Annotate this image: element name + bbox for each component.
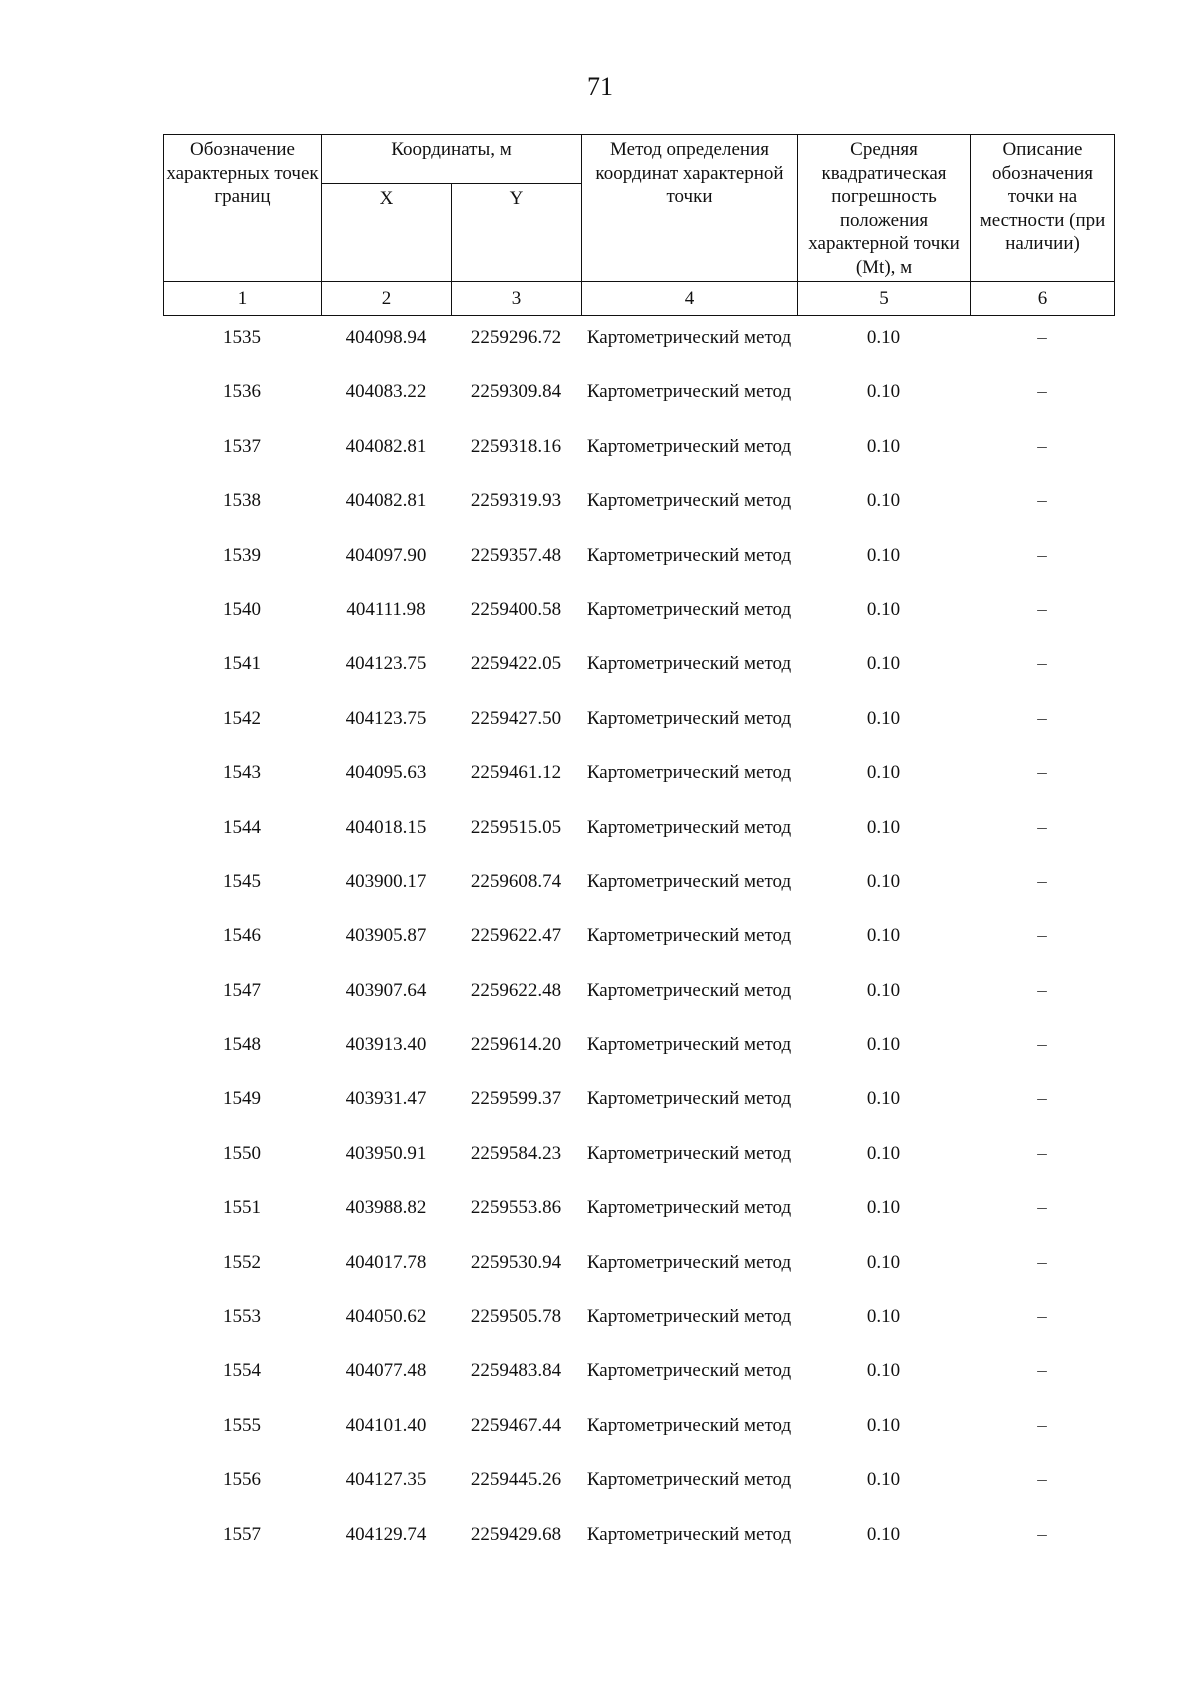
- cell-description: –: [1037, 1414, 1047, 1436]
- header-x: X: [322, 184, 452, 282]
- cell-point: 1556: [223, 1469, 261, 1491]
- cell-y: 2259622.48: [470, 979, 562, 1001]
- cell-x: 404077.48: [345, 1360, 427, 1382]
- cell-x: 404082.81: [345, 435, 427, 457]
- cell-method: Картометрический метод: [586, 707, 792, 729]
- cell-x: 404082.81: [345, 490, 427, 512]
- cell-x: 404101.40: [345, 1414, 427, 1436]
- cell-y: 2259319.93: [470, 490, 562, 512]
- cell-error: 0.10: [866, 1523, 901, 1545]
- table-body: [163, 326, 1114, 1577]
- cell-description: –: [1037, 1197, 1047, 1219]
- table-row: [163, 544, 1114, 598]
- cell-y: 2259622.47: [470, 925, 562, 947]
- cell-error: 0.10: [866, 870, 901, 892]
- cell-x: 404018.15: [345, 816, 427, 838]
- table-row: [163, 1359, 1114, 1413]
- cell-description: –: [1037, 381, 1047, 403]
- cell-method: Картометрический метод: [586, 925, 792, 947]
- table-row: [163, 489, 1114, 543]
- cell-x: 404050.62: [345, 1306, 427, 1328]
- cell-method: Картометрический метод: [586, 1251, 792, 1273]
- cell-error: 0.10: [866, 979, 901, 1001]
- cell-description: –: [1037, 1523, 1047, 1545]
- cell-error: 0.10: [866, 1034, 901, 1056]
- cell-method: Картометрический метод: [586, 1088, 792, 1110]
- cell-error: 0.10: [866, 1414, 901, 1436]
- cell-error: 0.10: [866, 816, 901, 838]
- cell-point: 1541: [223, 653, 261, 675]
- cell-error: 0.10: [866, 1251, 901, 1273]
- cell-method: Картометрический метод: [586, 762, 792, 784]
- cell-y: 2259400.58: [470, 598, 562, 620]
- column-number: 3: [452, 282, 582, 316]
- cell-x: 404098.94: [345, 327, 427, 348]
- cell-point: 1540: [223, 598, 261, 620]
- table-row: [163, 1033, 1114, 1087]
- cell-x: 404123.75: [345, 707, 427, 729]
- cell-description: –: [1037, 816, 1047, 838]
- cell-error: 0.10: [866, 1142, 901, 1164]
- cell-method: Картометрический метод: [586, 490, 792, 512]
- cell-method: Картометрический метод: [586, 1306, 792, 1328]
- cell-x: 404129.74: [345, 1523, 427, 1545]
- cell-error: 0.10: [866, 653, 901, 675]
- cell-point: 1548: [223, 1034, 261, 1056]
- cell-method: Картометрический метод: [586, 1414, 792, 1436]
- cell-point: 1542: [223, 707, 261, 729]
- cell-error: 0.10: [866, 1197, 901, 1219]
- cell-x: 403913.40: [345, 1034, 427, 1056]
- column-number: 6: [971, 282, 1115, 316]
- cell-method: Картометрический метод: [586, 1469, 792, 1491]
- cell-x: 404097.90: [345, 544, 427, 566]
- cell-point: 1551: [223, 1197, 261, 1219]
- cell-error: 0.10: [866, 1360, 901, 1382]
- column-number: 1: [164, 282, 322, 316]
- cell-description: –: [1037, 1251, 1047, 1273]
- cell-description: –: [1037, 1088, 1047, 1110]
- cell-description: –: [1037, 1142, 1047, 1164]
- cell-description: –: [1037, 870, 1047, 892]
- cell-method: Картометрический метод: [586, 816, 792, 838]
- cell-description: –: [1037, 598, 1047, 620]
- cell-description: –: [1037, 979, 1047, 1001]
- table-row: [163, 1414, 1114, 1468]
- cell-x: 403907.64: [345, 979, 427, 1001]
- cell-point: 1547: [223, 979, 261, 1001]
- cell-method: Картометрический метод: [586, 327, 792, 348]
- table-row: [163, 924, 1114, 978]
- cell-point: 1549: [223, 1088, 261, 1110]
- header-coordinates: Координаты, м: [322, 135, 582, 184]
- cell-description: –: [1037, 490, 1047, 512]
- cell-x: 404123.75: [345, 653, 427, 675]
- cell-point: 1552: [223, 1251, 261, 1273]
- cell-x: 404127.35: [345, 1469, 427, 1491]
- header-error: Средняя квадратическая погрешность положения характерной точки (Mt), м: [798, 135, 971, 282]
- table-row: [163, 816, 1114, 870]
- table-row: [163, 652, 1114, 706]
- column-number: 5: [798, 282, 971, 316]
- table-row: [163, 707, 1114, 761]
- page-number: 71: [587, 72, 613, 101]
- header-y: Y: [452, 184, 582, 282]
- cell-method: Картометрический метод: [586, 1142, 792, 1164]
- table-row: [163, 435, 1114, 489]
- cell-error: 0.10: [866, 707, 901, 729]
- cell-error: 0.10: [866, 1306, 901, 1328]
- cell-x: 403988.82: [345, 1197, 427, 1219]
- cell-description: –: [1037, 1360, 1047, 1382]
- cell-x: 403950.91: [345, 1142, 427, 1164]
- cell-y: 2259614.20: [470, 1034, 562, 1056]
- cell-description: –: [1037, 653, 1047, 675]
- cell-point: 1554: [223, 1360, 261, 1382]
- cell-y: 2259445.26: [470, 1469, 562, 1491]
- cell-description: –: [1037, 1469, 1047, 1491]
- cell-y: 2259429.68: [470, 1523, 562, 1545]
- cell-description: –: [1037, 762, 1047, 784]
- table-row: [163, 1087, 1114, 1141]
- cell-error: 0.10: [866, 598, 901, 620]
- cell-method: Картометрический метод: [586, 979, 792, 1001]
- cell-y: 2259309.84: [470, 381, 562, 403]
- table-row: [163, 1523, 1114, 1577]
- table-row: [163, 1251, 1114, 1305]
- cell-point: 1536: [223, 381, 261, 403]
- cell-point: 1544: [223, 816, 261, 838]
- cell-y: 2259599.37: [470, 1088, 562, 1110]
- cell-point: 1545: [223, 870, 261, 892]
- cell-description: –: [1037, 435, 1047, 457]
- cell-point: 1557: [223, 1523, 261, 1545]
- cell-x: 403905.87: [345, 925, 427, 947]
- table-row: [163, 1196, 1114, 1250]
- cell-method: Картометрический метод: [586, 381, 792, 403]
- table-row: [163, 1305, 1114, 1359]
- cell-y: 2259584.23: [470, 1142, 562, 1164]
- cell-description: –: [1037, 925, 1047, 947]
- cell-point: 1546: [223, 925, 261, 947]
- cell-error: 0.10: [866, 762, 901, 784]
- cell-y: 2259318.16: [470, 435, 562, 457]
- cell-point: 1538: [223, 490, 261, 512]
- cell-point: 1535: [223, 327, 261, 348]
- cell-error: 0.10: [866, 327, 901, 348]
- cell-method: Картометрический метод: [586, 435, 792, 457]
- cell-x: 403931.47: [345, 1088, 427, 1110]
- cell-error: 0.10: [866, 435, 901, 457]
- cell-error: 0.10: [866, 490, 901, 512]
- cell-method: Картометрический метод: [586, 544, 792, 566]
- header-description: Описание обозначения точки на местности (при наличии): [971, 135, 1115, 282]
- table-row: [163, 761, 1114, 815]
- table-row: [163, 326, 1114, 380]
- cell-y: 2259296.72: [470, 327, 562, 348]
- cell-y: 2259553.86: [470, 1197, 562, 1219]
- cell-point: 1555: [223, 1414, 261, 1436]
- cell-y: 2259505.78: [470, 1306, 562, 1328]
- cell-point: 1537: [223, 435, 261, 457]
- column-number: 2: [322, 282, 452, 316]
- cell-description: –: [1037, 1306, 1047, 1328]
- column-number: 4: [582, 282, 798, 316]
- coordinates-table: [163, 326, 1114, 1577]
- cell-error: 0.10: [866, 925, 901, 947]
- cell-method: Картометрический метод: [586, 653, 792, 675]
- table-row: [163, 598, 1114, 652]
- cell-error: 0.10: [866, 544, 901, 566]
- table-row: [163, 1468, 1114, 1522]
- table-row: [163, 979, 1114, 1033]
- table-row: [163, 1142, 1114, 1196]
- cell-point: 1550: [223, 1142, 261, 1164]
- cell-method: Картометрический метод: [586, 1034, 792, 1056]
- cell-y: 2259608.74: [470, 870, 562, 892]
- cell-x: 404095.63: [345, 762, 427, 784]
- header-method: Метод определения координат характерной точки: [582, 135, 798, 282]
- cell-x: 404083.22: [345, 381, 427, 403]
- cell-y: 2259427.50: [470, 707, 562, 729]
- cell-method: Картометрический метод: [586, 870, 792, 892]
- cell-x: 403900.17: [345, 870, 427, 892]
- cell-error: 0.10: [866, 381, 901, 403]
- table-row: [163, 870, 1114, 924]
- table-header: [163, 134, 1115, 316]
- cell-description: –: [1037, 707, 1047, 729]
- cell-point: 1543: [223, 762, 261, 784]
- cell-x: 404017.78: [345, 1251, 427, 1273]
- cell-error: 0.10: [866, 1469, 901, 1491]
- cell-point: 1539: [223, 544, 261, 566]
- cell-method: Картометрический метод: [586, 1197, 792, 1219]
- cell-description: –: [1037, 544, 1047, 566]
- cell-x: 404111.98: [346, 598, 426, 620]
- cell-description: –: [1037, 327, 1047, 348]
- cell-y: 2259530.94: [470, 1251, 562, 1273]
- cell-method: Картометрический метод: [586, 1360, 792, 1382]
- cell-y: 2259422.05: [470, 653, 562, 675]
- cell-y: 2259483.84: [470, 1360, 562, 1382]
- cell-y: 2259357.48: [470, 544, 562, 566]
- cell-method: Картометрический метод: [586, 1523, 792, 1545]
- cell-method: Картометрический метод: [586, 598, 792, 620]
- cell-y: 2259461.12: [470, 762, 562, 784]
- table-row: [163, 380, 1114, 434]
- cell-y: 2259467.44: [470, 1414, 562, 1436]
- cell-description: –: [1037, 1034, 1047, 1056]
- header-point: Обозначение характерных точек границ: [164, 135, 322, 282]
- cell-y: 2259515.05: [470, 816, 562, 838]
- cell-error: 0.10: [866, 1088, 901, 1110]
- cell-point: 1553: [223, 1306, 261, 1328]
